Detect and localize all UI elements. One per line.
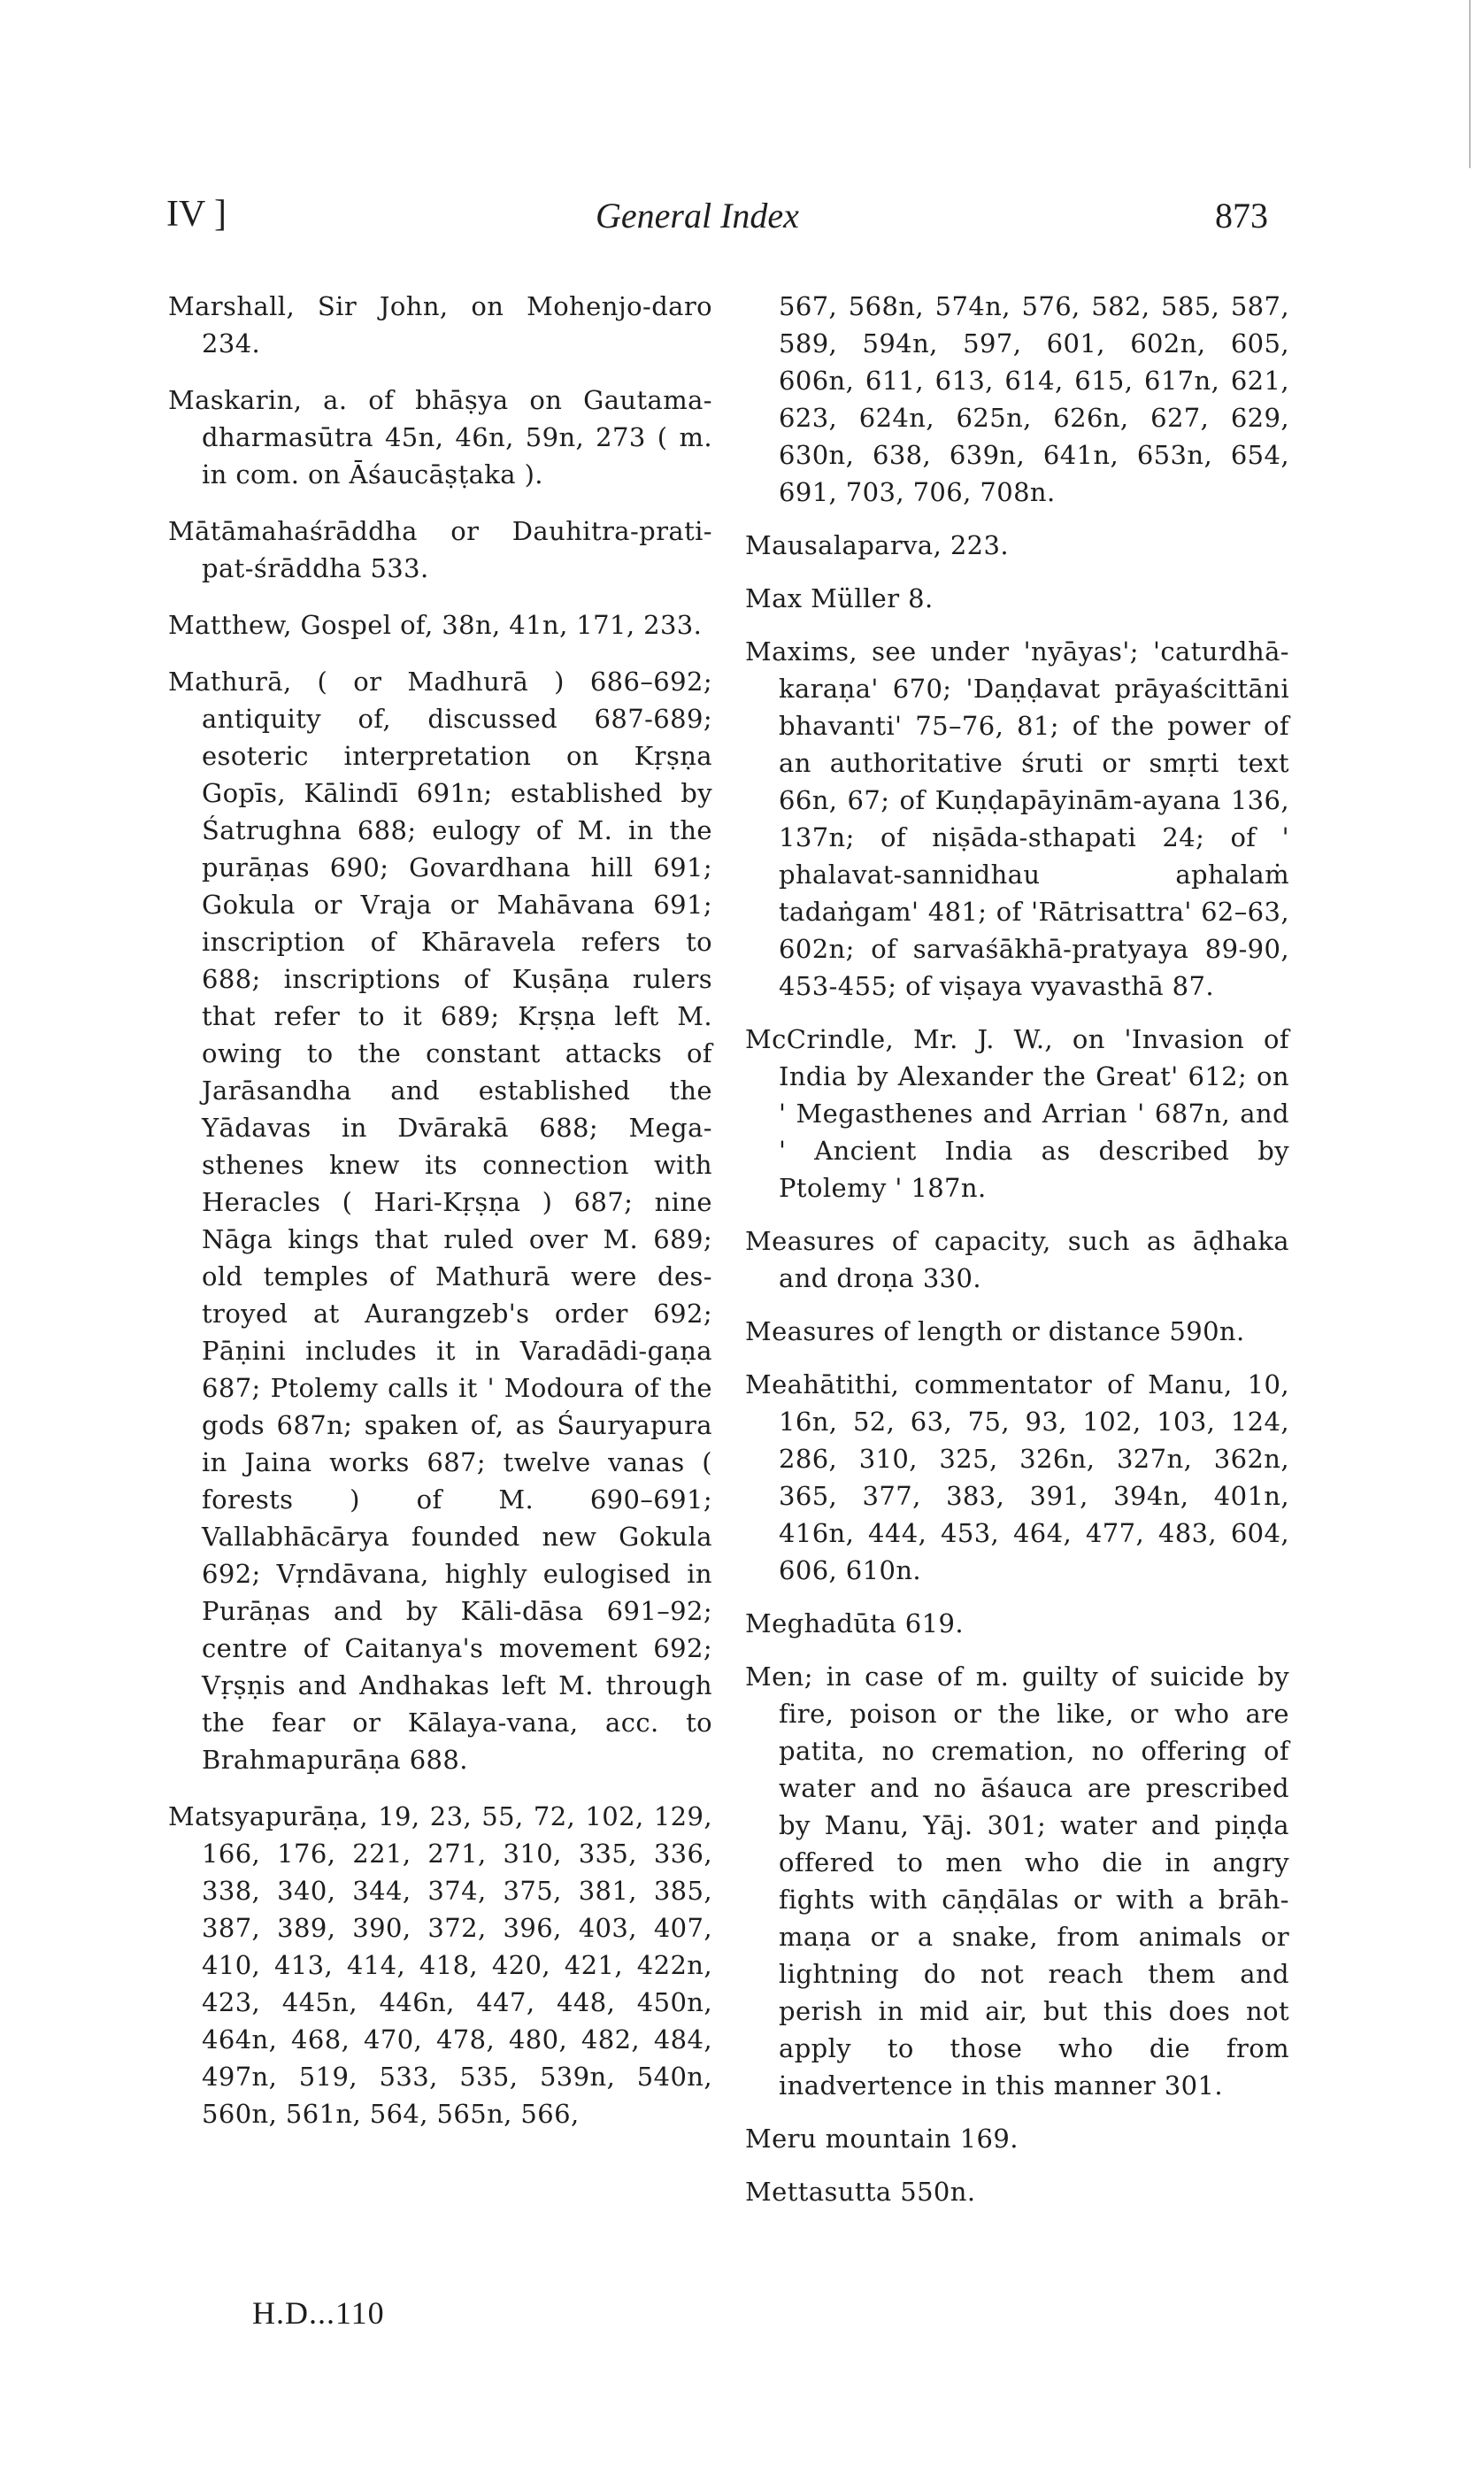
index-entry: McCrindle, Mr. J. W., on 'Invasion of India by Alexander the Great' 612; on ' Megasthenes and Arrian ' 687n, and ' Ancient India as described by Ptolemy ' 187n. (745, 1024, 1289, 1203)
index-entry: Matthew, Gospel of, 38n, 41n, 171, 233. (168, 610, 703, 640)
index-entry: Measures of capacity, such as āḍhaka and droṇa 330. (745, 1226, 1289, 1293)
index-entry: Meru mountain 169. (745, 2124, 1019, 2154)
left-column (168, 288, 712, 2152)
index-entry: Matsyapurāṇa, 19, 23, 55, 72, 102, 129, 166, 176, 221, 271, 310, 335, 336, 338, 340, 344, 374, 375, 381, 385, 387, 389, 390, 372, 396, 403, 407, 410, 413, 414, 418, 420, 421, 422n, 423, 445n, 446n, 447, 448, 450n, 464n, 468, 470, 478, 480, 482, 484, 497n, 519, 533, 535, 539n, 540n, 560n, 561n, 564, 565n, 566, (168, 1801, 712, 2129)
index-entry: Mātāmahaśrāddha or Dauhitra-prati-pat-śrāddha 533. (168, 516, 712, 583)
index-entry: Maxims, see under 'nyāyas'; 'caturdhā-karaṇa' 670; 'Daṇḍavat prāyaścittāni bhavanti' 75–76, 81; of the power of an authoritative śruti or smṛti text 66n, 67; of Kuṇḍapāyinām-ayana 136, 137n; of niṣāda-sthapati 24; of ' phalavat-sannidhau aphalaṁ tadaṅgam' 481; of 'Rātrisattra' 62–63, 602n; of sarvaśākhā-pratyaya 89-90, 453-455; of viṣaya vyavasthā 87. (745, 636, 1289, 1001)
section-marker: IV ] (166, 194, 227, 235)
index-entry: Measures of length or distance 590n. (745, 1316, 1245, 1346)
page-number: 873 (1215, 196, 1268, 235)
right-column (745, 288, 1289, 2226)
index-entry: Mettasutta 550n. (745, 2177, 976, 2207)
index-entry: Meahātithi, commentator of Manu, 10, 16n, 52, 63, 75, 93, 102, 103, 124, 286, 310, 325, 326n, 327n, 362n, 365, 377, 383, 391, 394n, 401n, 416n, 444, 453, 464, 477, 483, 604, 606, 610n. (745, 1369, 1289, 1585)
index-entry: Meghadūta 619. (745, 1608, 964, 1638)
index-entry: Mathurā, ( or Madhurā ) 686–692; antiquity of, discussed 687-689; esoteric interpretation on Kṛṣṇa Gopīs, Kālindī 691n; established by Śatrughna 688; eulogy of M. in the purāṇas 690; Govardhana hill 691; Gokula or Vraja or Mahāvana 691; inscription of Khāravela refers to 688; inscriptions of Kuṣāṇa rulers that refer to it 689; Kṛṣṇa left M. owing to the constant attacks of Jarāsandha and established the Yādavas in Dvārakā 688; Mega-sthenes knew its connection with Heracles ( Hari-Kṛṣṇa ) 687; nine Nāga kings that ruled over M. 689; old temples of Mathurā were des-troyed at Aurangzeb's order 692; Pāṇini includes it in Varadādi-gaṇa 687; Ptolemy calls it ' Modoura of the gods 687n; spaken of, as Śauryapura in Jaina works 687; twelve vanas ( forests ) of M. 690–691; Vallabhācārya founded new Gokula 692; Vṛndāvana, highly eulogised in Purāṇas and by Kāli-dāsa 691–92; centre of Caitanya's movement 692; Vṛṣṇis and Andhakas left M. through the fear or Kālaya-vana, acc. to Brahmapurāṇa 688. (168, 667, 712, 1775)
index-entry: Max Müller 8. (745, 583, 934, 613)
index-entry: Maskarin, a. of bhāṣya on Gautama-dharmasūtra 45n, 46n, 59n, 273 ( m. in com. on Āśaucāṣṭaka ). (168, 385, 712, 490)
margin-mark (1469, 0, 1471, 168)
running-header (166, 193, 1268, 246)
index-entry: Marshall, Sir John, on Mohenjo-daro 234. (168, 291, 712, 358)
index-entry: Men; in case of m. guilty of suicide by fire, poison or the like, or who are patita, no cremation, no offering of water and no āśauca are prescribed by Manu, Yāj. 301; water and piṇḍa offered to men who die in angry fights with cāṇḍālas or with a brāh-maṇa or a snake, from animals or lightning do not reach them and perish in mid air, but this does not apply to those who die from inadvertence in this manner 301. (745, 1661, 1289, 2101)
page-title: General Index (596, 196, 799, 235)
signature-mark: H.D...110 (252, 2295, 385, 2331)
index-entry-continuation: 567, 568n, 574n, 576, 582, 585, 587, 589, 594n, 597, 601, 602n, 605, 606n, 611, 613, 614, 615, 617n, 621, 623, 624n, 625n, 626n, 627, 629, 630n, 638, 639n, 641n, 653n, 654, 691, 703, 706, 708n. (779, 291, 1289, 507)
index-entry: Mausalaparva, 223. (745, 530, 1009, 560)
